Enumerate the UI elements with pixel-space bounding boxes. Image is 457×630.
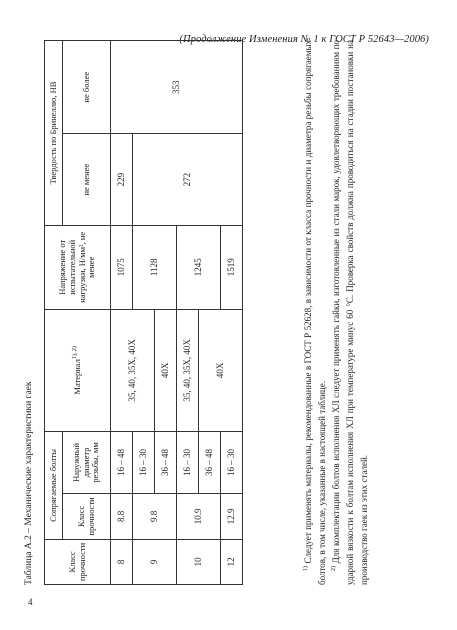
header-hardness: Твердость по Бринеллю, НВ [45,41,63,226]
header-stress: Напряжение от испытательной нагрузки, Н/мм², не менее [45,225,111,309]
material-cell: 40Х [199,309,243,431]
characteristics-table [44,40,243,585]
header-hb-min: не менее [63,134,111,225]
table-row: 36 – 48 40Х [155,41,177,585]
table-row: 10 10.9 16 – 30 35, 40, 35Х, 40Х 1245 [177,41,199,585]
page-number: 4 [28,597,33,607]
header-hb-max: не более [63,41,111,134]
table-row: 9 9.8 16 – 30 1128 272 [133,41,155,585]
table-notes [302,40,372,585]
material-cell: 35, 40, 35Х, 40Х [111,309,155,431]
material-cell: 40Х [155,309,177,431]
table-row: 8 8.8 16 – 48 35, 40, 35Х, 40Х 1075 229 353 [111,41,133,585]
rotated-content [22,30,392,595]
note-1: $^{1)}$ Следует применять материалы, рекомендованные в ГОСТ Р 52628, в зависимости от класса прочности и диаметра резьбы сопрягаемых болтов, в том числе, указанные в настоящей таблице. [303,39,327,585]
header-strength-class: Класс прочности [45,539,111,584]
page-header: (Продолжение Изменения № 1 к ГОСТ Р 52643—2006) [179,34,429,45]
table-row: 12 12.9 16 – 30 1519 [221,41,243,585]
header-thread-diameter: Наружный диаметр резьбы, мм [63,432,111,494]
note-2: $^{2)}$ Для комплектации болтов исполнения ХЛ следует применять гайки, изготовленные из стали марок, удовлетворяющих требованиям по ударной вязкости к болтам исполнения ХЛ при температуре минус 60 °С. Проверка свойств должна проводиться на стадии постановки на производство гаек из этих сталей. [330,39,369,585]
header-bolt-class: Класс прочности [63,493,111,539]
header-material: Материал$^{1), 2)}$ [45,309,111,431]
hb-max-cell: 353 [111,41,243,134]
header-mating-bolts: Сопрягаемые болты [45,432,63,540]
material-cell: 35, 40, 35Х, 40Х [177,309,199,431]
table-row: 36 – 48 40Х [199,41,221,585]
table-caption: Таблица А.2 – Механические характеристики гаек [24,381,34,585]
